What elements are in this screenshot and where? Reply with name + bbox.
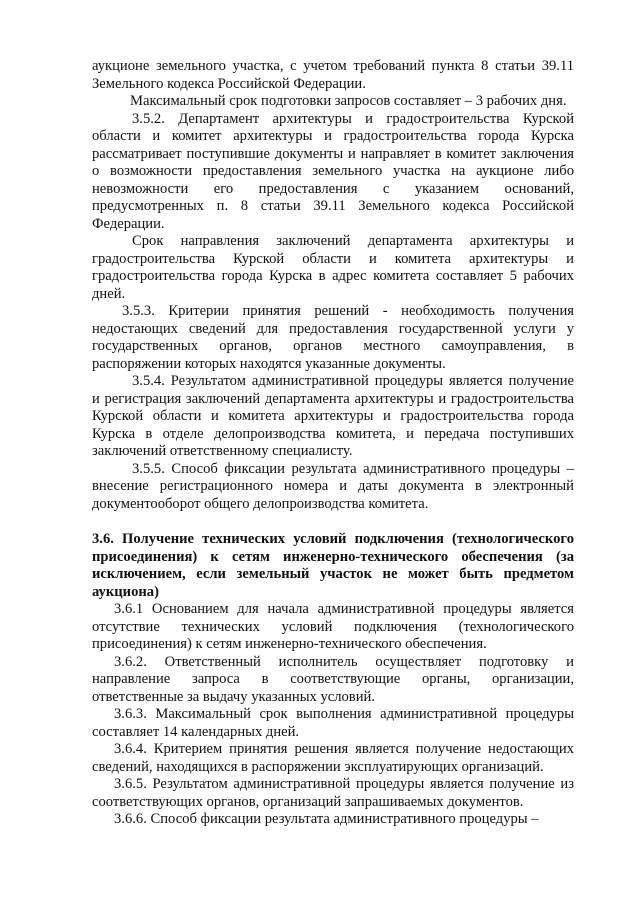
- paragraph-continuation: аукционе земельного участка, с учетом требований пункта 8 статьи 39.11 Земельного кодекса Российской Федерации.: [92, 58, 574, 92]
- paragraph-3-6-1: 3.6.1 Основанием для начала административной процедуры является отсутствие технических условий подключения (технологического присоединения) к сетям инженерно-технического обеспечения.: [92, 601, 574, 652]
- section-heading-3-6: 3.6. Получение технических условий подключения (технологического присоединения) к сетям инженерно-технического обеспечения (за исключением, если земельный участок не может быть предметом аукциона): [92, 531, 574, 600]
- paragraph-term-conclusions: Срок направления заключений департамента архитектуры и градостроительства Курской области и комитета архитектуры и градостроительства города Курска в адрес комитета составляет 5 рабочих дней.: [92, 233, 574, 302]
- paragraph-max-term: Максимальный срок подготовки запросов составляет – 3 рабочих дня.: [130, 93, 567, 109]
- paragraph-3-6-6: 3.6.6. Способ фиксации результата административного процедуры –: [114, 811, 539, 827]
- paragraph-3-5-2: 3.5.2. Департамент архитектуры и градостроительства Курской области и комитет архитектуры и градостроительства города Курска рассматривает поступившие документы и направляет в комитет заключения о возможности предоставления земельного участка на аукционе либо невозможности его предоставления с указанием оснований, предусмотренных п. 8 статьи 39.11 Земельного кодекса Российской Федерации.: [92, 110, 574, 232]
- paragraph-3-6-5: 3.6.5. Результатом административной процедуры является получение из соответствующих органов, организаций запрашиваемых документов.: [92, 776, 574, 810]
- paragraph-3-6-2: 3.6.2. Ответственный исполнитель осуществляет подготовку и направление запроса в соответствующие органы, организации, ответственные за выдачу указанных условий.: [92, 653, 574, 705]
- paragraph-3-5-4: 3.5.4. Результатом административной процедуры является получение и регистрация заключений департамента архитектуры и градостроительства Курской области и комитета архитектуры и градостроительства города Курска в отделе делопроизводства комитета, и передача поступивших заключений ответственному специалисту.: [92, 373, 574, 459]
- paragraph-3-5-5: 3.5.5. Способ фиксации результата административного процедуры – внесение регистрационного номера и даты документа в электронный документооборот общего делопроизводства комитета.: [92, 460, 574, 512]
- document-page: [92, 58, 574, 829]
- paragraph-3-6-4: 3.6.4. Критерием принятия решения является получение недостающих сведений, находящихся в распоряжении эксплуатирующих организаций.: [92, 741, 574, 775]
- paragraph-3-5-3: 3.5.3. Критерии принятия решений - необходимость получения недостающих сведений для предоставления государственной услуги у государственных органов, органов местного самоуправления, в распоряжении которых находятся указанные документы.: [92, 303, 574, 372]
- paragraph-3-6-3: 3.6.3. Максимальный срок выполнения административной процедуры составляет 14 календарных дней.: [92, 706, 574, 740]
- section-gap: [92, 513, 574, 531]
